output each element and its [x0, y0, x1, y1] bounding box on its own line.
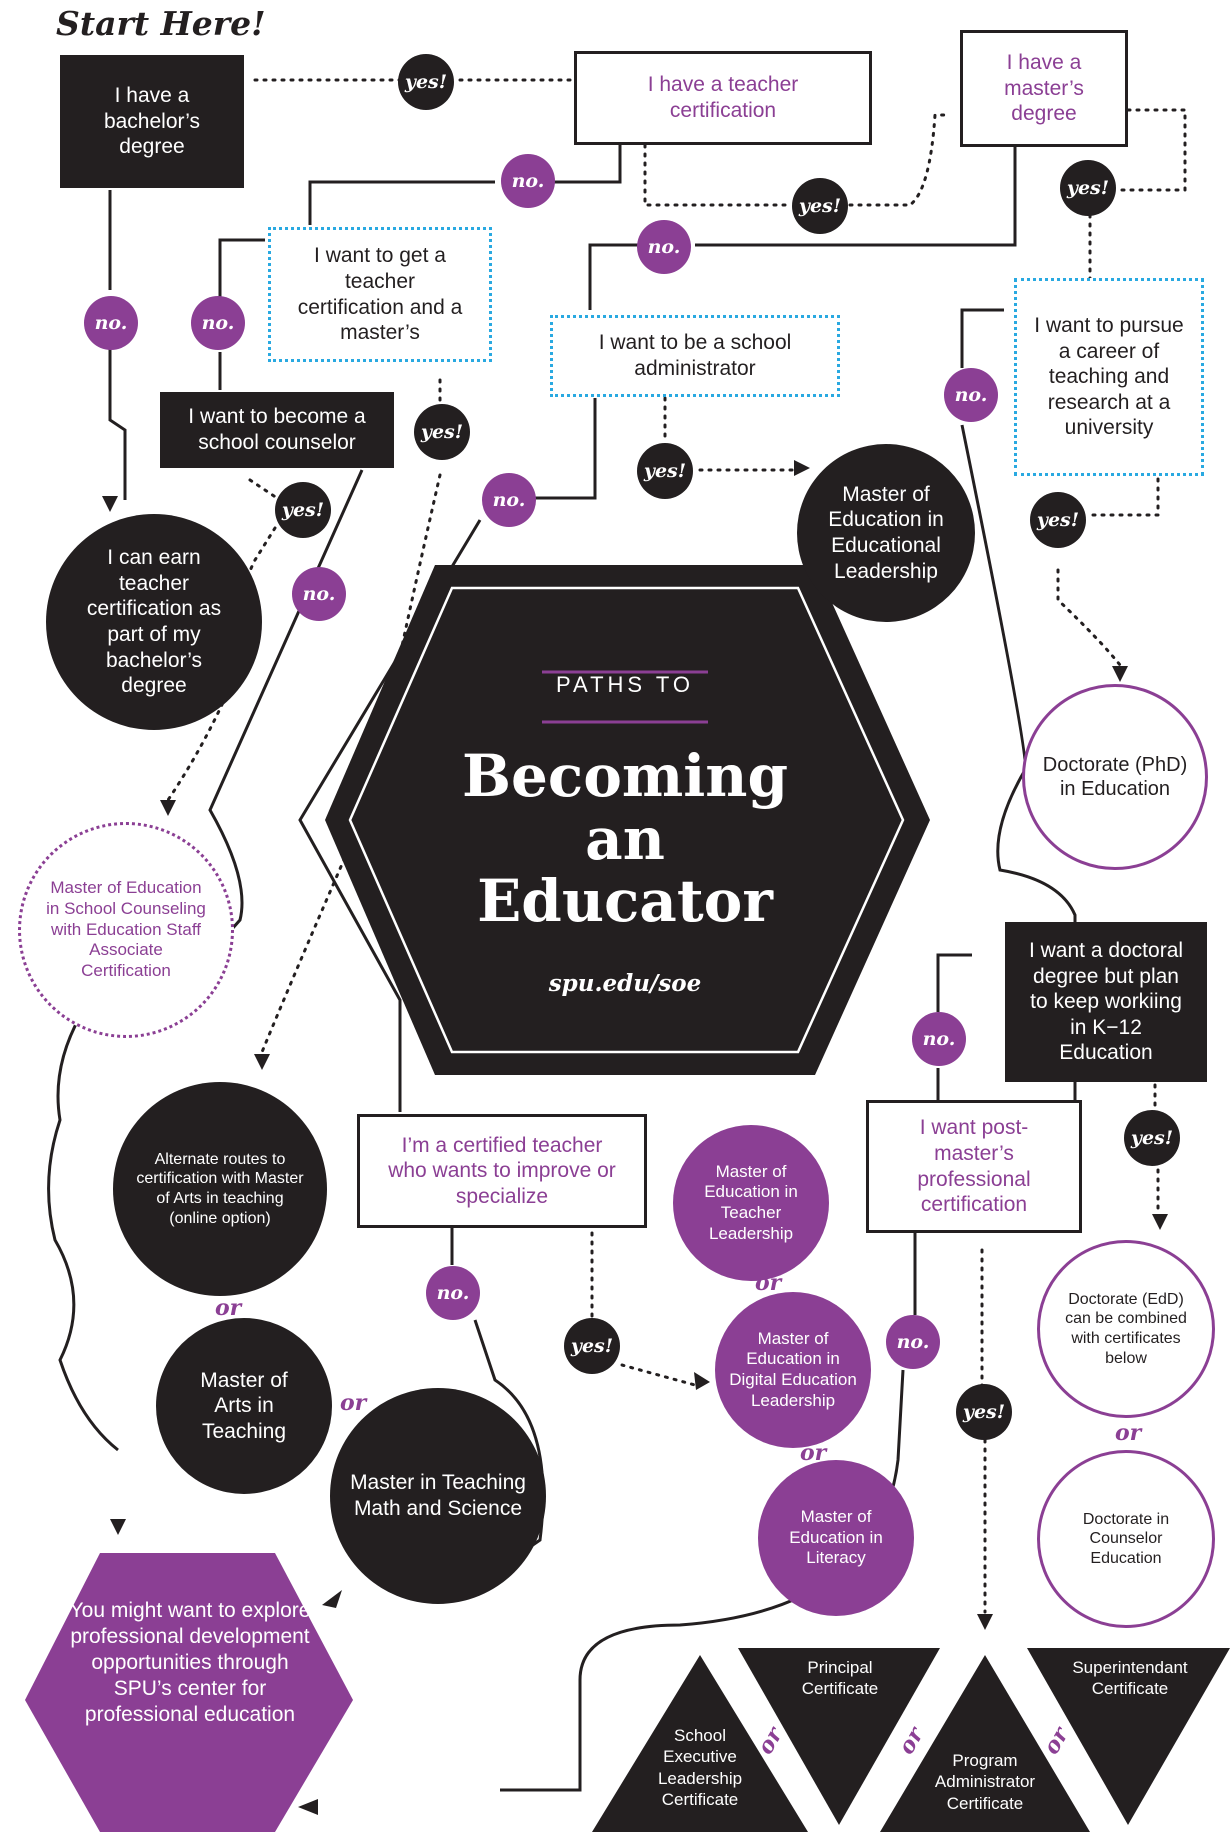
or-label: or [755, 1270, 782, 1296]
yes-badge: yes! [564, 1318, 620, 1374]
yes-badge: yes! [1030, 492, 1086, 548]
node-school-counselor: I want to become a school counselor [160, 392, 394, 468]
no-badge: no. [944, 368, 998, 422]
node-med-educational-leadership: Master of Education in Educational Leadership [797, 444, 975, 622]
node-post-masters-certification: I want post-master’s professional certification [866, 1100, 1082, 1233]
node-earn-cert-bachelor: I can earn teacher certification as part of my bachelor’s degree [46, 514, 262, 730]
node-med-teacher-leadership: Master of Education in Teacher Leadership [673, 1125, 829, 1281]
node-master-arts-teaching: Master of Arts in Teaching [156, 1318, 332, 1494]
cert-principal: Principal Certificate [801, 1658, 879, 1699]
yes-badge: yes! [414, 404, 470, 460]
node-school-administrator: I want to be a school administrator [550, 315, 840, 397]
center-subtitle: PATHS TO [556, 672, 694, 697]
node-edd: Doctorate (EdD) can be combined with certificates below [1037, 1240, 1215, 1418]
center-title [420, 742, 830, 936]
yes-badge: yes! [398, 54, 454, 110]
node-master-teaching-math-science: Master in Teaching Math and Science [330, 1388, 546, 1604]
yes-badge: yes! [1060, 160, 1116, 216]
node-bachelors-degree: I have a bachelor’s degree [60, 55, 244, 188]
or-label: or [1038, 1723, 1074, 1759]
node-teacher-certification: I have a teacher certification [574, 51, 872, 145]
node-want-cert-and-masters: I want to get a teacher certification and a master’s [268, 227, 492, 362]
no-badge: no. [292, 567, 346, 621]
or-label: or [340, 1390, 367, 1416]
node-med-digital-leadership: Master of Education in Digital Education Leadership [715, 1292, 871, 1448]
node-doctoral-k12: I want a doctoral degree but plan to keep workiing in K−12 Education [1005, 922, 1207, 1082]
yes-badge: yes! [275, 482, 331, 538]
yes-badge: yes! [1124, 1110, 1180, 1166]
or-label: or [215, 1295, 242, 1321]
node-phd-education: Doctorate (PhD) in Education [1022, 684, 1208, 870]
no-badge: no. [637, 220, 691, 274]
no-badge: no. [191, 296, 245, 350]
node-certified-teacher: I’m a certified teacher who wants to improve or specialize [357, 1114, 647, 1228]
center-title-line: Educator [477, 867, 773, 936]
professional-development-text: You might want to explore professional development opportunities through SPU’s center for professional education [69, 1599, 311, 1727]
no-badge: no. [886, 1315, 940, 1369]
yes-badge: yes! [792, 178, 848, 234]
yes-badge: yes! [956, 1384, 1012, 1440]
or-label: or [1115, 1420, 1142, 1446]
no-badge: no. [84, 296, 138, 350]
cert-school-executive: School Executive Leadership Certificate [657, 1726, 743, 1809]
or-label: or [893, 1723, 929, 1759]
center-title-line: an [585, 804, 665, 873]
or-label: or [800, 1440, 827, 1466]
no-badge: no. [912, 1012, 966, 1066]
center-title-line: Becoming [461, 742, 789, 810]
node-counselor-education: Doctorate in Counselor Education [1037, 1450, 1215, 1628]
start-here-label: Start Here! [56, 4, 266, 43]
or-label: or [752, 1723, 788, 1759]
no-badge: no. [501, 154, 555, 208]
cert-superintendent: Superintendant Certificate [1072, 1658, 1188, 1699]
node-research-career: I want to pursue a career of teaching and research at a university [1014, 278, 1204, 476]
node-alternate-routes: Alternate routes to certification with Master of Arts in teaching (online option) [113, 1082, 327, 1296]
yes-badge: yes! [637, 443, 693, 499]
no-badge: no. [426, 1266, 480, 1320]
no-badge: no. [482, 473, 536, 527]
node-med-literacy: Master of Education in Literacy [758, 1460, 914, 1616]
center-url: spu.edu/soe [548, 970, 702, 997]
cert-program-admin: Program Administrator Certificate [934, 1751, 1036, 1813]
node-masters-degree: I have a master’s degree [960, 30, 1128, 147]
node-med-school-counseling: Master of Education in School Counseling with Education Staff Associate Certification [18, 822, 234, 1038]
